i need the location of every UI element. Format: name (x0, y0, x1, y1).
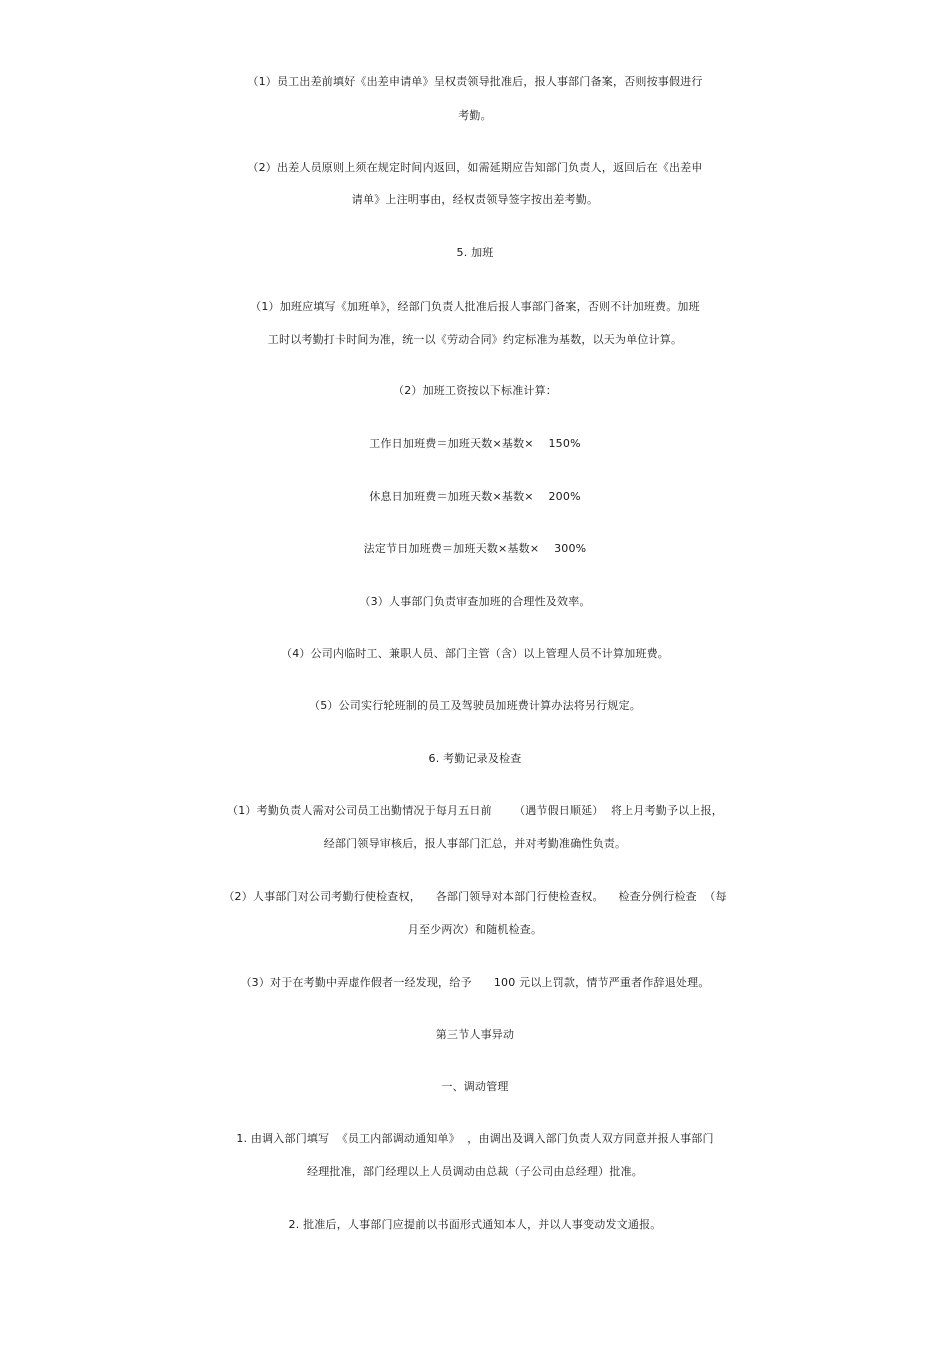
text-line: 经理批准，部门经理以上人员调动由总裁（子公司由总经理）批准。 (307, 1165, 643, 1178)
sub-heading: 一、调动管理 (441, 1080, 509, 1093)
formula-line: 法定节日加班费＝加班天数×基数× 300% (363, 542, 587, 555)
text-line: （1）考勤负责人需对公司员工出勤情况于每月五日前 （遇节假日顺延） 将上月考勤予以上报， (227, 804, 723, 817)
text-line: 工时以考勤打卡时间为准，统一以《劳动合同》约定标准为基数，以天为单位计算。 (267, 333, 683, 346)
text-line: （1）员工出差前填好《出差申请单》呈权责领导批准后，报人事部门备案，否则按事假进行 (247, 75, 703, 88)
text-line: 请单》上注明事由，经权责领导签字按出差考勤。 (351, 193, 599, 206)
text-line: （2）出差人员原则上须在规定时间内返回，如需延期应告知部门负责人，返回后在《出差申 (247, 161, 703, 174)
text-line: （4）公司内临时工、兼职人员、部门主管（含）以上管理人员不计算加班费。 (281, 647, 669, 660)
text-line: （5）公司实行轮班制的员工及驾驶员加班费计算办法将另行规定。 (309, 699, 641, 712)
text-line: （2）加班工资按以下标准计算： (393, 384, 557, 397)
text-line: 考勤。 (458, 109, 492, 122)
text-line: 经部门领导审核后，报人事部门汇总，并对考勤准确性负责。 (323, 837, 627, 850)
section-heading: 第三节人事异动 (435, 1028, 515, 1041)
text-line: （3）对于在考勤中弄虚作假者一经发现，给予 100 元以上罚款，情节严重者作辞退处理。 (240, 976, 710, 989)
text-line: 月至少两次）和随机检查。 (407, 923, 543, 936)
formula-line: 休息日加班费＝加班天数×基数× 200% (369, 490, 581, 503)
section-heading: 6. 考勤记录及检查 (428, 752, 522, 765)
text-line: 2. 批准后，人事部门应提前以书面形式通知本人，并以人事变动发文通报。 (288, 1218, 662, 1231)
section-heading: 5. 加班 (456, 246, 494, 259)
text-line: （3）人事部门负责审查加班的合理性及效率。 (359, 595, 591, 608)
text-line: 1. 由调入部门填写 《员工内部调动通知单》 ，由调出及调入部门负责人双方同意并报人事部门 (236, 1132, 714, 1145)
text-line: （1）加班应填写《加班单》，经部门负责人批准后报人事部门备案，否则不计加班费。加班 (250, 300, 700, 313)
text-line: （2）人事部门对公司考勤行使检查权， 各部门领导对本部门行使检查权。 检查分例行检查 （每 (223, 890, 727, 903)
formula-line: 工作日加班费＝加班天数×基数× 150% (369, 437, 581, 450)
